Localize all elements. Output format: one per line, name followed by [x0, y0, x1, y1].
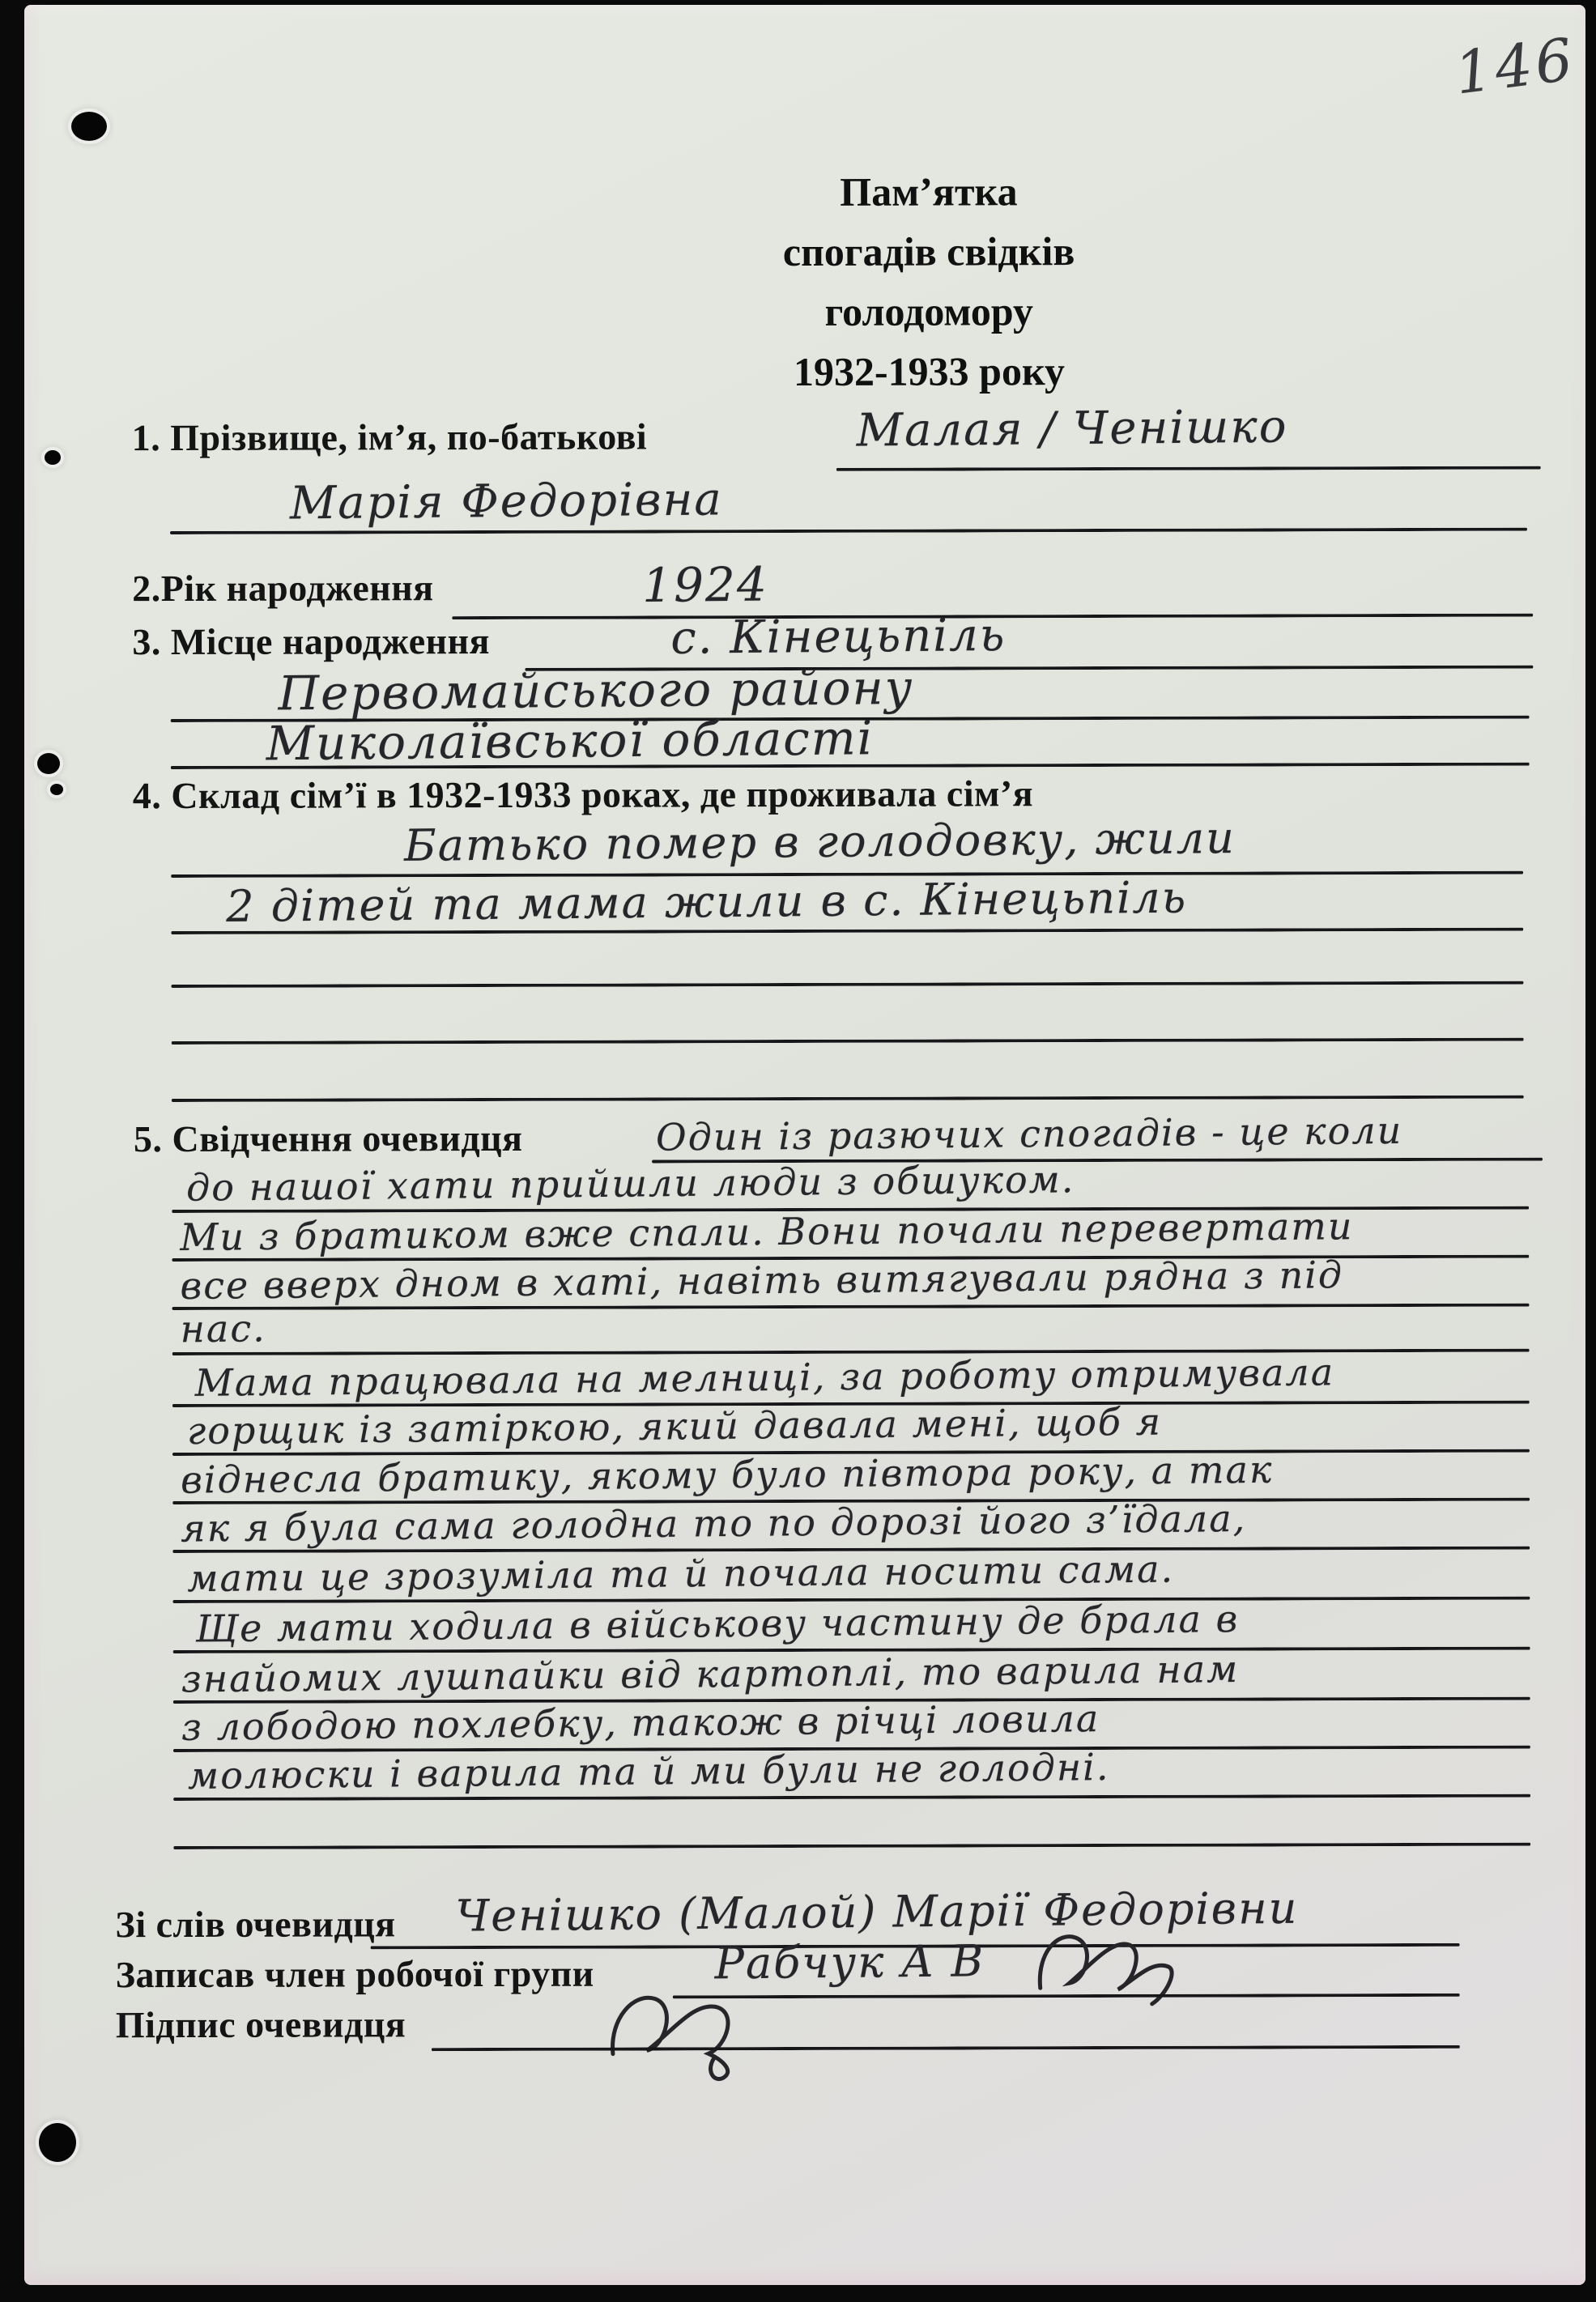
- page-number: 146: [1450, 24, 1580, 108]
- testimony-line: Ми з братиком вже спали. Вони почали перевертати: [180, 1204, 1354, 1260]
- field-family-value-2: 2 дітей та мама жили в с. Кінецьпіль: [225, 871, 1188, 932]
- field-birth-place-value-2: Первомайського району: [278, 659, 914, 721]
- ruled-line-blank: [172, 1038, 1524, 1045]
- field-birth-year-label: 2.Рік народження: [132, 567, 434, 610]
- title-line-3: голодомору: [824, 288, 1034, 334]
- field-name-value-1: Малая / Ченішко: [856, 400, 1288, 457]
- testimony-line: до нашої хати прийшли люди з обшуком.: [185, 1157, 1075, 1210]
- testimony-line: мати це зрозуміла та й почала носити сама.: [187, 1547, 1175, 1601]
- testimony-line: Мама працювала на мелниці, за роботу отримувала: [194, 1350, 1335, 1405]
- field-testimony-label: 5. Свідчення очевидця: [133, 1117, 523, 1160]
- ruled-line-blank: [171, 981, 1523, 988]
- testimony-line: нас.: [180, 1306, 266, 1351]
- ruled-line: [432, 2045, 1460, 2051]
- from-words-label: Зі слів очевидця: [115, 1903, 396, 1946]
- recorder-value: Рабчук А В: [714, 1935, 985, 1989]
- recorder-label: Записав член робочої групи: [115, 1952, 594, 1996]
- testimony-line: як я була сама голодна то по дорозі його з’їдала,: [180, 1496, 1247, 1551]
- testimony-line: молюски і варила та й ми були не голодні.: [187, 1745, 1110, 1798]
- document-title: [686, 161, 1173, 402]
- field-birth-place-value-3: Миколаївської області: [266, 710, 875, 772]
- title-line-1: Пам’ятка: [840, 168, 1018, 215]
- testimony-line: Один із разючих спогадів - це коли: [655, 1108, 1403, 1160]
- ruled-line-blank: [173, 1843, 1530, 1849]
- ruled-line: [836, 466, 1541, 471]
- testimony-line: віднесла братику, якому було півтора року, а так: [180, 1447, 1274, 1502]
- from-words-value: Ченішко (Малой) Марії Федорівни: [455, 1882, 1299, 1942]
- testimony-line: горщик із затіркою, який давала мені, щоб я: [186, 1399, 1163, 1453]
- testimony-line: все вверх дном в хаті, навіть витягували рядна з під: [180, 1253, 1344, 1308]
- testimony-line: Ще мати ходила в військову частину де брала в: [195, 1597, 1240, 1651]
- field-family-value-1: Батько помер в голодовку, жили: [403, 812, 1236, 871]
- title-line-4: 1932-1933 року: [793, 348, 1066, 395]
- field-birth-year-value: 1924: [641, 556, 769, 614]
- field-birth-place-label: 3. Місце народження: [132, 619, 491, 663]
- ruled-line-blank: [172, 1096, 1524, 1102]
- field-birth-place-value-1: с. Кінецьпіль: [670, 608, 1007, 665]
- witness-signature-scribble: [602, 1976, 796, 2082]
- field-family-label: 4. Склад сім’ї в 1932-1933 роках, де проживала сім’я: [132, 772, 1034, 817]
- signature-label: Підпис очевидця: [115, 2003, 406, 2046]
- field-name-label: 1. Прізвище, ім’я, по-батькові: [131, 415, 648, 459]
- testimony-line: знайомих лушпайки від картоплі, то варила нам: [181, 1647, 1240, 1701]
- testimony-line: з лободою похлебку, також в річці ловила: [181, 1696, 1100, 1749]
- field-name-value-2: Марія Федорівна: [289, 473, 724, 530]
- title-line-2: спогадів свідків: [782, 228, 1075, 275]
